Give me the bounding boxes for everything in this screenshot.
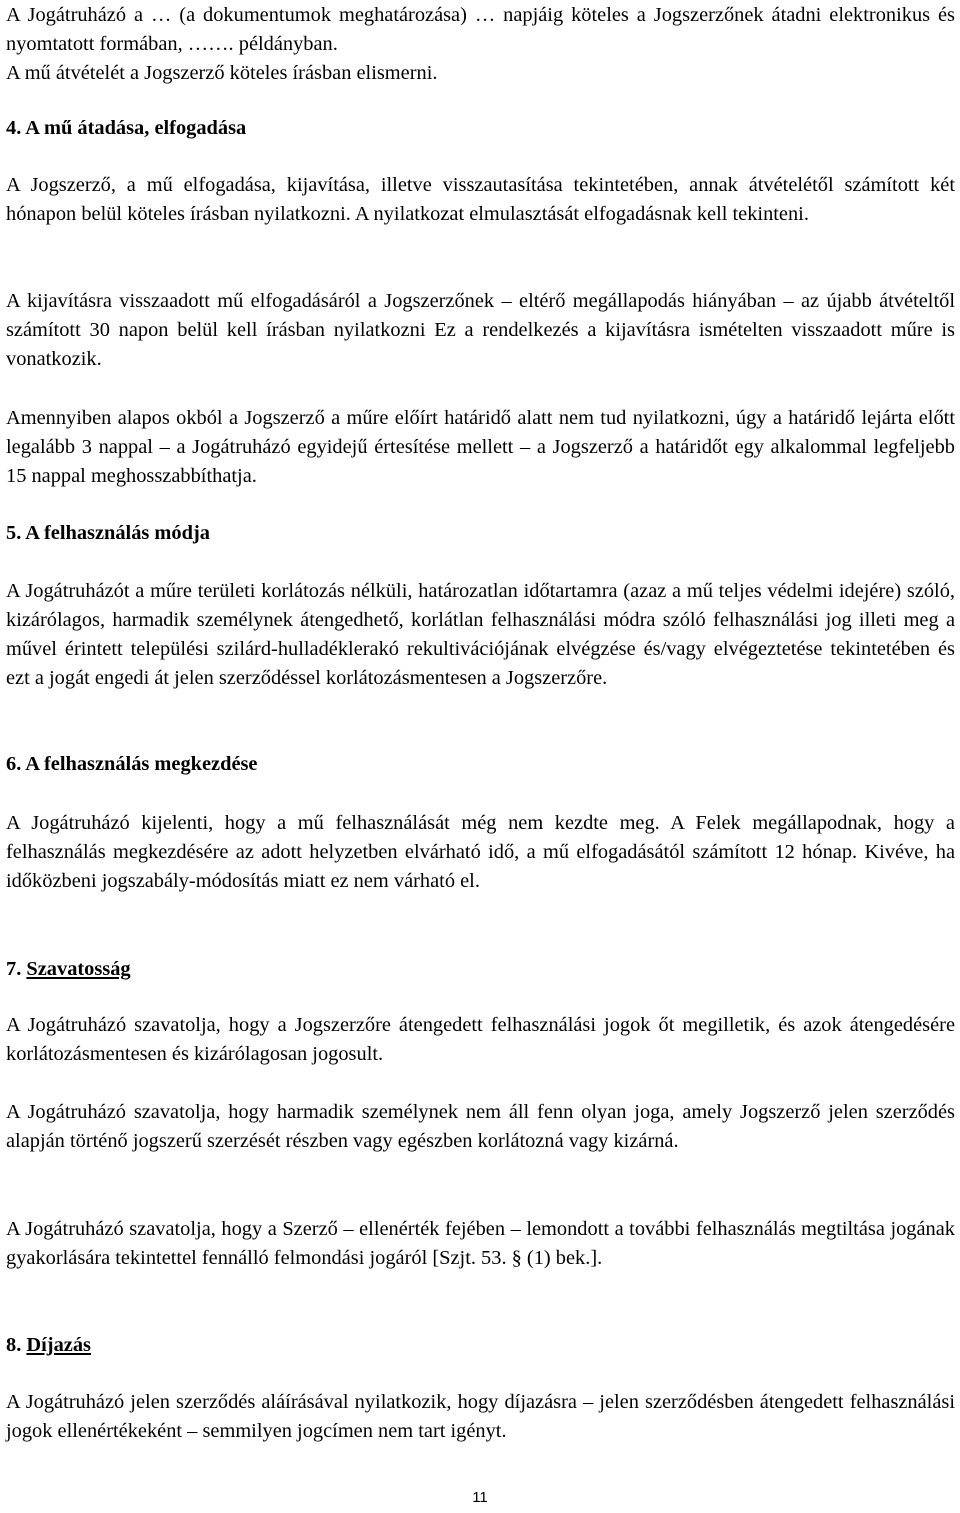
section-heading-4: [6, 114, 246, 143]
section-heading-6: [6, 750, 257, 779]
section-heading-8: [6, 1331, 91, 1360]
section4-paragraph: Amennyiben alapos okból a Jogszerző a műre előírt határidő alatt nem tud nyilatkozni, úgy a határidő lejárta előtt legalább 3 nappal – a Jogátruházó egyidejű értesítése mellett – a Jogszerző a határidőt egy alkalommal legfeljebb 15 nappal meghosszabbíthatja.: [6, 407, 955, 487]
section4-paragraph: A Jogszerző, a mű elfogadása, kijavítása, illetve visszautasítása tekintetében, annak átvételétől számított két hónapon belül köteles írásban nyilatkozni. A nyilatkozat elmulasztását elfogadásnak kell tekinteni.: [6, 174, 955, 225]
section-title: A felhasználás módja: [25, 522, 210, 544]
section-heading-5: [6, 519, 210, 548]
section7-paragraph: A Jogátruházó szavatolja, hogy harmadik személynek nem áll fenn olyan joga, amely Jogszerző jelen szerződés alapján történő jogszerű szerzését részben vagy egészben korlátozná vagy kizárná.: [6, 1101, 955, 1152]
section7-paragraph: A Jogátruházó szavatolja, hogy a Jogszerzőre átengedett felhasználási jogok őt megilletik, és azok átengedésére korlátozásmentesen és kizárólagosan jogosult.: [6, 1014, 955, 1065]
intro-paragraph: A Jogátruházó a … (a dokumentumok meghatározása) … napjáig köteles a Jogszerzőnek átadni elektronikus és nyomtatott formában, ……. példányban.: [6, 4, 955, 55]
section7-paragraph: A Jogátruházó szavatolja, hogy a Szerző – ellenérték fejében – lemondott a további felhasználás megtiltása jogának gyakorlására tekintettel fennálló felmondási jogáról [Szjt. 53. § (1) bek.].: [6, 1218, 955, 1269]
section6-paragraph: A Jogátruházó kijelenti, hogy a mű felhasználását még nem kezdte meg. A Felek megállapodnak, hogy a felhasználás megkezdésére az adott helyzetben elvárható idő, a mű elfogadásától számított 12 hónap. Kivéve, ha időközbeni jogszabály-módosítás miatt ez nem várható el.: [6, 812, 955, 892]
section-number: 4.: [6, 117, 22, 139]
section-number: 5.: [6, 522, 22, 544]
section-title: Szavatosság: [26, 958, 131, 980]
page-number: 11: [472, 1489, 488, 1506]
section5-paragraph: A Jogátruházót a műre területi korlátozás nélküli, határozatlan időtartamra (azaz a mű teljes védelmi idejére) szóló, kizárólagos, harmadik személynek átengedhető, korlátlan felhasználási módra szóló felhasználási jog illeti meg a művel érintett települési szilárd-hulladéklerakó rekultivációjának elvégzése és/vagy elvégeztetése tekintetében és ezt a jogát engedi át jelen szerződéssel korlátozásmentesen a Jogszerzőre.: [6, 580, 955, 689]
section-title: A felhasználás megkezdése: [25, 753, 258, 775]
section-title: A mű átadása, elfogadása: [25, 117, 247, 139]
section-number: 8.: [6, 1334, 22, 1356]
section-title: Díjazás: [26, 1334, 91, 1356]
section-number: 7.: [6, 958, 22, 980]
section-heading-7: [6, 955, 131, 984]
section8-paragraph: A Jogátruházó jelen szerződés aláírásával nyilatkozik, hogy díjazásra – jelen szerződésben átengedett felhasználási jogok ellenértékeként – semmilyen jogcímen nem tart igényt.: [6, 1391, 955, 1442]
section-number: 6.: [6, 753, 22, 775]
intro-block: [6, 1, 955, 88]
section4-paragraph: A kijavításra visszaadott mű elfogadásáról a Jogszerzőnek – eltérő megállapodás hiányában – az újabb átvételtől számított 30 napon belül kell írásban nyilatkozni Ez a rendelkezés a kijavításra ismételten visszaadott műre is vonatkozik.: [6, 290, 955, 370]
intro-paragraph: A mű átvételét a Jogszerző köteles írásban elismerni.: [6, 62, 438, 84]
